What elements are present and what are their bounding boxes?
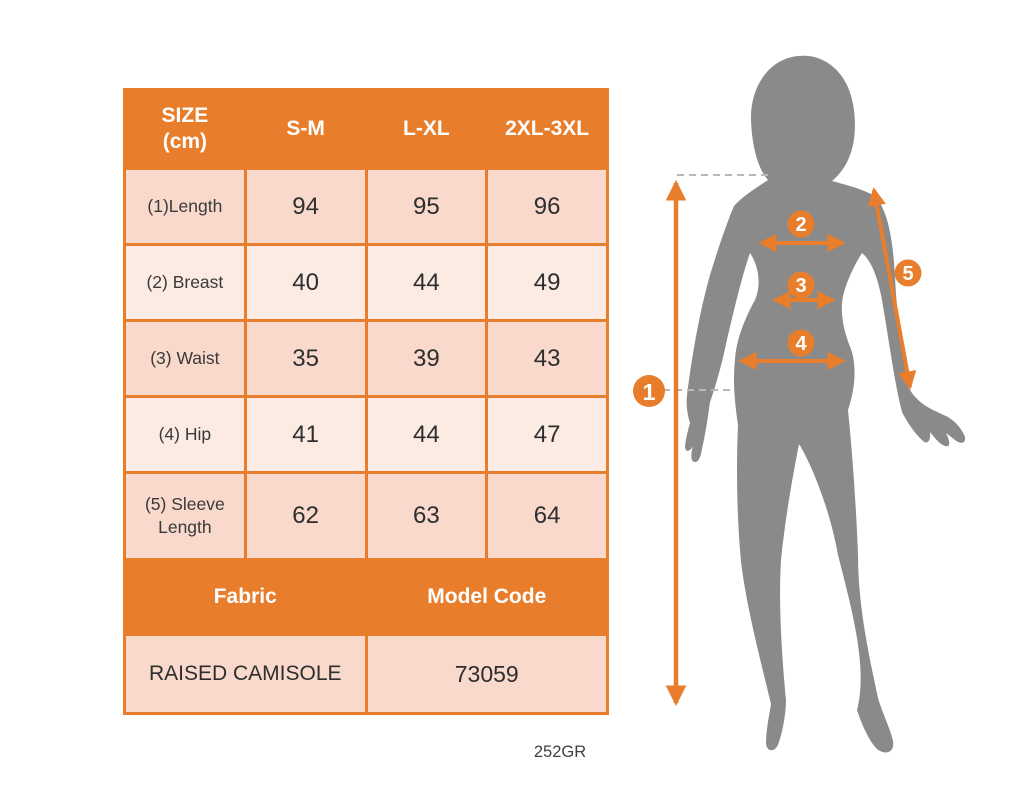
value-length-2xl3xl: 96: [487, 169, 608, 245]
woman-silhouette: [685, 56, 965, 753]
table-row-length: [125, 169, 608, 245]
row-label-waist: (3) Waist: [125, 321, 246, 397]
value-breast-2xl3xl: 49: [487, 245, 608, 321]
table-row-breast: [125, 245, 608, 321]
badge-4: [788, 330, 815, 357]
value-sleeve-lxl: 63: [366, 473, 487, 560]
value-length-sm: 94: [245, 169, 366, 245]
header-size-line2: (cm): [162, 130, 208, 153]
header-size-line1: SIZE: [161, 103, 209, 127]
info-header-row: [125, 560, 608, 635]
model-code-header: Model Code: [366, 560, 608, 635]
row-label-length: (1)Length: [125, 169, 246, 245]
value-waist-lxl: 39: [366, 321, 487, 397]
size-chart-table: [123, 88, 609, 715]
header-col-2xl3xl: 2XL-3XL: [487, 90, 608, 169]
badge-1-number: 1: [642, 379, 656, 405]
value-hip-2xl3xl: 47: [487, 397, 608, 473]
badge-2-number: 2: [795, 214, 807, 236]
fabric-header: Fabric: [125, 560, 367, 635]
badge-5: [895, 260, 922, 287]
measurement-figure: [630, 45, 1000, 775]
table-row-hip: [125, 397, 608, 473]
row-label-breast: (2) Breast: [125, 245, 246, 321]
badge-5-number: 5: [902, 263, 914, 285]
header-col-sm: S-M: [245, 90, 366, 169]
badge-1: [633, 375, 665, 407]
value-sleeve-2xl3xl: 64: [487, 473, 608, 560]
value-hip-lxl: 44: [366, 397, 487, 473]
table-header-row: [125, 90, 608, 169]
badge-3: [788, 272, 815, 299]
value-breast-lxl: 44: [366, 245, 487, 321]
value-hip-sm: 41: [245, 397, 366, 473]
header-size-cm: [125, 90, 246, 169]
info-value-row: [125, 635, 608, 714]
value-waist-sm: 35: [245, 321, 366, 397]
value-waist-2xl3xl: 43: [487, 321, 608, 397]
table-row-waist: [125, 321, 608, 397]
row-label-hip: (4) Hip: [125, 397, 246, 473]
measurement-figure-svg: [630, 45, 1000, 775]
header-col-lxl: L-XL: [366, 90, 487, 169]
value-length-lxl: 95: [366, 169, 487, 245]
badge-4-number: 4: [795, 333, 807, 355]
badge-2: [788, 211, 815, 238]
product-code-footnote: 252GR: [533, 743, 587, 761]
model-code-value: 73059: [366, 635, 608, 714]
table-row-sleeve-length: [125, 473, 608, 560]
badge-3-number: 3: [795, 275, 807, 297]
value-sleeve-sm: 62: [245, 473, 366, 560]
fabric-value: RAISED CAMISOLE: [125, 635, 367, 714]
value-breast-sm: 40: [245, 245, 366, 321]
row-label-sleeve-length: (5) Sleeve Length: [125, 473, 246, 560]
